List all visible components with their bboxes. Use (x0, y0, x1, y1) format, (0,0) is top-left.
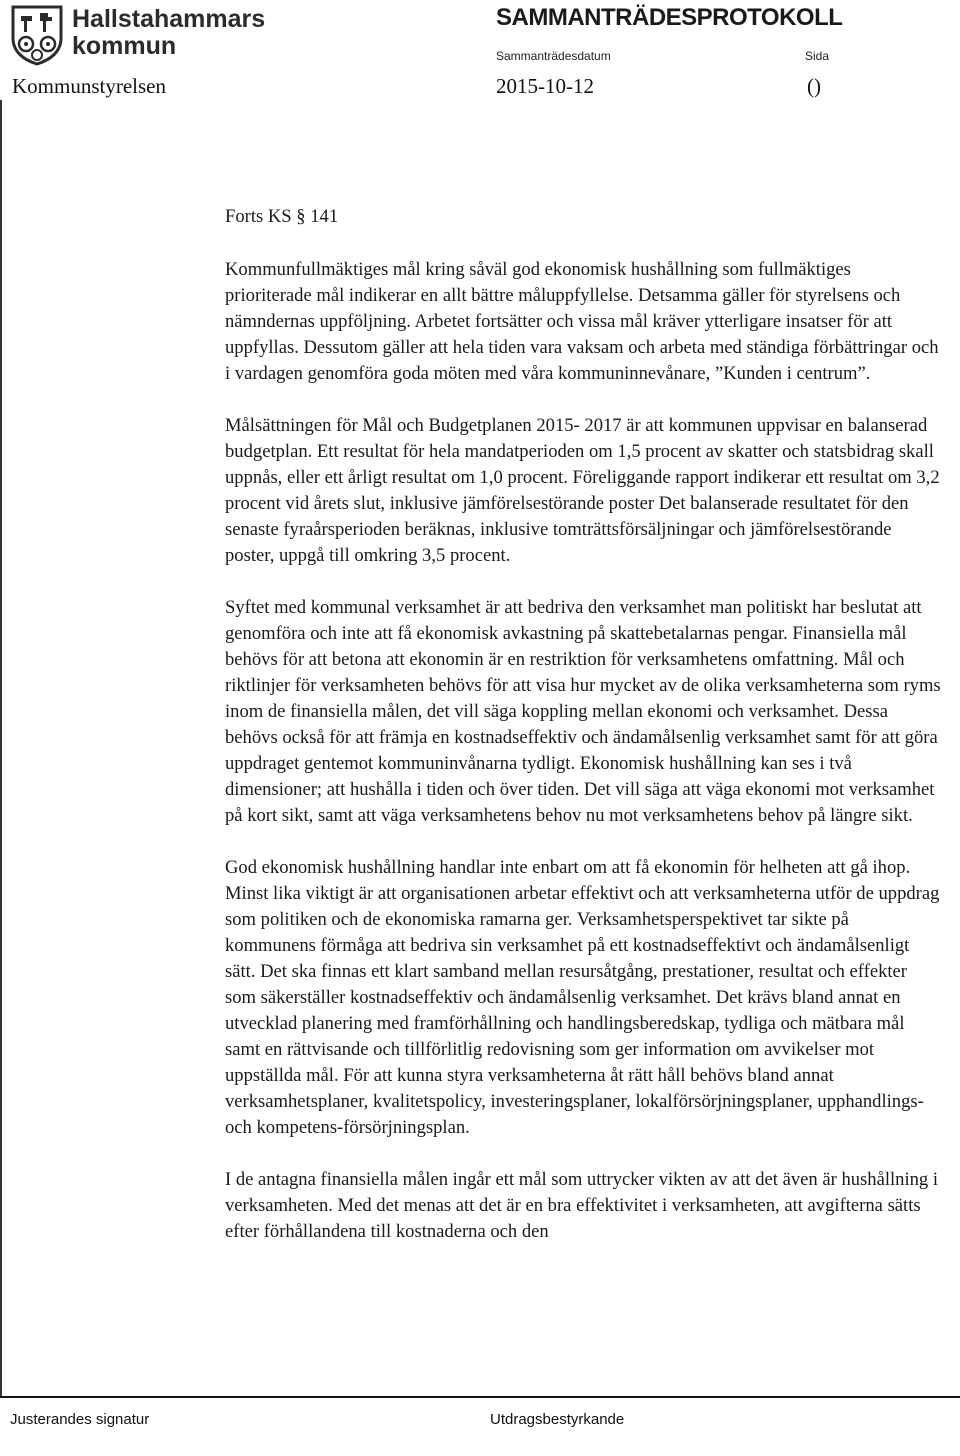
body-paragraph: I de antagna finansiella målen ingår ett mål som uttrycker vikten av att det även är hushållning i verksamheten. Med det menas att det är en bra effektivitet i verksamheten, att avgifterna sätts efter förhållandena till kostnaderna och den (225, 1169, 939, 1242)
municipality-logo (10, 4, 280, 68)
page-number: () (807, 74, 821, 98)
protocol-body (225, 204, 941, 1271)
municipality-name (72, 6, 265, 60)
body-paragraph: God ekonomisk hushållning handlar inte enbart om att få ekonomin för helheten att gå ihop. Minst lika viktigt är att organisationen arbetar effektivt och att verksamheterna utför de uppdrag som politiken och de ekonomiska ramarna ger. Verksamhetsperspektivet tar sikte på kommunens förmåga att bedriva sin verksamhet på ett kostnadseffektivt och ändamålsenligt sätt. Det ska finnas ett klart samband mellan resursåtgång, prestationer, resultat och effekter som säkerställer kostnadseffektiv och ändamålsenlig verksamhet. Det krävs bland annat en utvecklad planering med framförhållning och handlingsberedskap, tydliga och mätbara mål samt en rättvisande och tillförlitlig redovisning som ger information om avvikelser mot uppställda mål. För att kunna styra verksamheterna åt rätt håll behövs bland annat verksamhetsplaner, kvalitetspolicy, investeringsplaner, lokalförsörjningsplaner, upphandlings- och kompetens-försörjningsplan. (225, 857, 940, 1138)
document-title: SAMMANTRÄDESPROTOKOLL (496, 4, 843, 31)
committee-name: Kommunstyrelsen (12, 74, 166, 98)
municipality-name-line1: Hallstahammars (72, 5, 266, 33)
excerpt-certification-label: Utdragsbestyrkande (490, 1411, 625, 1428)
coat-of-arms-icon (10, 4, 64, 66)
meeting-date: 2015-10-12 (496, 74, 594, 98)
body-paragraph: Målsättningen för Mål och Budgetplanen 2015- 2017 är att kommunen uppvisar en balanserad budgetplan. Ett resultat för hela mandatperioden om 1,5 procent av skatter och statsbidrag skall uppnås, eller ett årligt resultat om 1,0 procent. Föreliggande rapport indikerar ett resultat om 3,2 procent vid årets slut, inklusive jämförelsestörande poster Det balanserade resultatet för den senaste fyraårsperioden beräknas, inklusive tomträttsförsäljningar och jämförelsestörande poster, uppgå till omkring 3,5 procent. (225, 415, 940, 566)
page-label: Sida (805, 49, 830, 63)
signature-label: Justerandes signatur (10, 1411, 150, 1428)
body-paragraph: Syftet med kommunal verksamhet är att bedriva den verksamhet man politiskt har beslutat att genomföra och inte att få ekonomisk avkastning på skattebetalarnas pengar. Finansiella mål behövs för att betona att ekonomin är en restriktion för verksamhetens omfattning. Mål och riktlinjer för verksamheten behövs för att visa hur mycket av de olika verksamheterna som ryms inom de finansiella målen, det vill säga koppling mellan ekonomi och verksamhet. Dessa behövs också för att främja en kostnadseffektiv och ändamålsenlig verksamhet samt för att göra uppdraget gentemot kommuninvånarna tydligt. Ekonomisk hushållning kan ses i två dimensioner; att hushålla i tiden och över tiden. Det vill säga att väga ekonomi mot verksamhet på kort sikt, samt att väga verksamhetens behov nu mot verksamhetens behov på längre sikt. (225, 597, 941, 826)
body-paragraph: Kommunfullmäktiges mål kring såväl god ekonomisk hushållning som fullmäktiges prioriterade mål indikerar en allt bättre måluppfyllelse. Detsamma gäller för styrelsens och nämndernas uppföljning. Arbetet fortsätter och vissa mål kräver ytterligare insatser för att uppfyllas. Dessutom gäller att hela tiden vara vaksam och arbeta med ständiga förbättringar och i vardagen genomföra goda möten med våra kommuninnevånare, ”Kunden i centrum”. (225, 259, 939, 384)
section-heading: Forts KS § 141 (225, 206, 339, 227)
footer-rule (0, 1396, 960, 1398)
municipality-name-line2: kommun (72, 32, 177, 60)
meeting-date-label: Sammanträdesdatum (496, 49, 611, 63)
left-margin-rule (0, 100, 2, 1396)
